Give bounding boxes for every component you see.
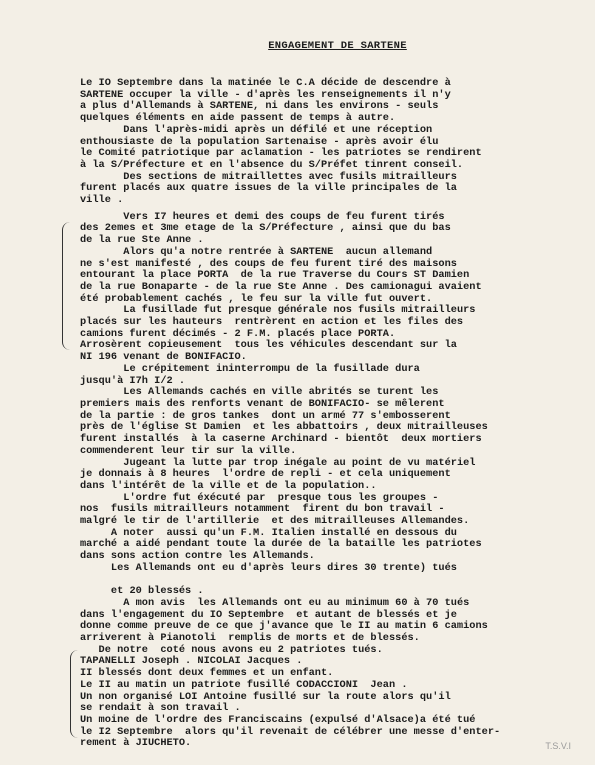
paragraph-13: A mon avis les Allemands ont eu au minimum 60 à 70 tués dans l'engagement du IO Septembre et autant de blessés et je donne comme preuve de ce que j'avance que le II au matin 6 camions arriverent à Pianotoli remplis de morts et de blessés.: [80, 596, 488, 645]
margin-bracket-mark: [62, 222, 71, 350]
document-body: [80, 78, 555, 750]
paragraph-11: A noter aussi qu'un F.M. Italien installé en dessous du marché a aidé pendant toute la durée de la bataille les patriotes dans sons action contre les Allemands.: [80, 526, 482, 563]
paragraph-9: Jugeant la lutte par trop inégale au point de vu matériel je donnais à 8 heures l'ordre de repli - et cela uniquement dans l'intérêt de la ville et de la population..: [80, 456, 476, 492]
paragraph-12: Les Allemands ont eu d'après leurs dires 30 trente) tués et 20 blessés .: [110, 561, 457, 598]
paragraph-2: Dans l'après-midi après un défilé et une réception enthousiaste de la population Sartenaise - après avoir élu le Comité patriotique par aclamation - les patriotes se rendirent à la S/Préfecture et en l'absence du S/Préfet tinrent conseil.: [80, 123, 482, 171]
document-title: ENGAGEMENT DE SARTENE: [268, 40, 407, 52]
margin-bracket-mark-lower: [70, 650, 79, 738]
archive-stamp: T.S.V.I: [545, 741, 571, 751]
paragraph-8: Les Allemands cachés en ville abrités se turent les premiers mais des renforts venant de BONIFACIO- se mêlerent de la partie : de gros tankes dont un armé 77 s'embosserent près de l'église St Damien et les abbattoirs , deux mitrailleuses furent installés à la caserne Archinard - bientôt deux mortiers commenderent leur tir sur la ville.: [80, 386, 488, 457]
paragraph-4: Vers I7 heures et demi des coups de feu furent tirés des 2emes et 3me etage de la S/Préfecture , ainsi que du bas de la rue Ste Anne .: [80, 210, 451, 247]
paragraph-7: Le crépitement ininterrompu de la fusillade dura jusqu'à I7h I/2 .: [80, 362, 420, 387]
paragraph-10: L'ordre fut éxécuté par presque tous les groupes - nos fusils mitrailleurs notamment firent du bon travail - malgré le tir de l'artillerie et des mitrailleuses Allemandes.: [80, 491, 470, 528]
paragraph-5: Alors qu'a notre rentrée à SARTENE aucun allemand ne s'est manifesté , des coups de feu furent tiré des maisons entourant la place PORTA de la rue Traverse du Cours ST Damien de la rue Bonaparte - de la rue Ste Anne . Des camionagui avaient été probablement cachés , le feu sur la ville fut ouvert.: [80, 245, 482, 305]
paragraph-14: De notre coté nous avons eu 2 patriotes tués. TAPANELLI Joseph . NICOLAI Jacques . II blessés dont deux femmes et un enfant. Le II au matin un patriote fusillé CODACCIONI Jean . Un non organisé LOI Antoine fusillé sur la route alors qu'il se rendait à son travail . Un moine de l'ordre des Franciscains (expulsé d'Alsace)a été tué le I2 Septembre alors qu'il revenait de célébrer une messe d'enter- rement à JIUCHETO.: [80, 643, 501, 750]
paragraph-1: Le IO Septembre dans la matinée le C.A décide de descendre à SARTENE occuper la ville - d'après les renseignements il n'y a plus d'Allemands à SARTENE, ni dans les environs - seuls quelques éléments en aide passent de temps à autre.: [80, 77, 451, 125]
paragraph-3: Des sections de mitraillettes avec fusils mitrailleurs furent placés aux quatre issues de la ville principales de la ville .: [80, 170, 457, 207]
paragraph-6: La fusillade fut presque générale nos fusils mitrailleurs placés sur les hauteurs rentrèrent en action et les files des camions furent décimés - 2 F.M. placés place PORTA. Arrosèrent copieusement tous les véhicules descendant sur la NI 196 venant de BONIFACIO.: [80, 304, 476, 364]
